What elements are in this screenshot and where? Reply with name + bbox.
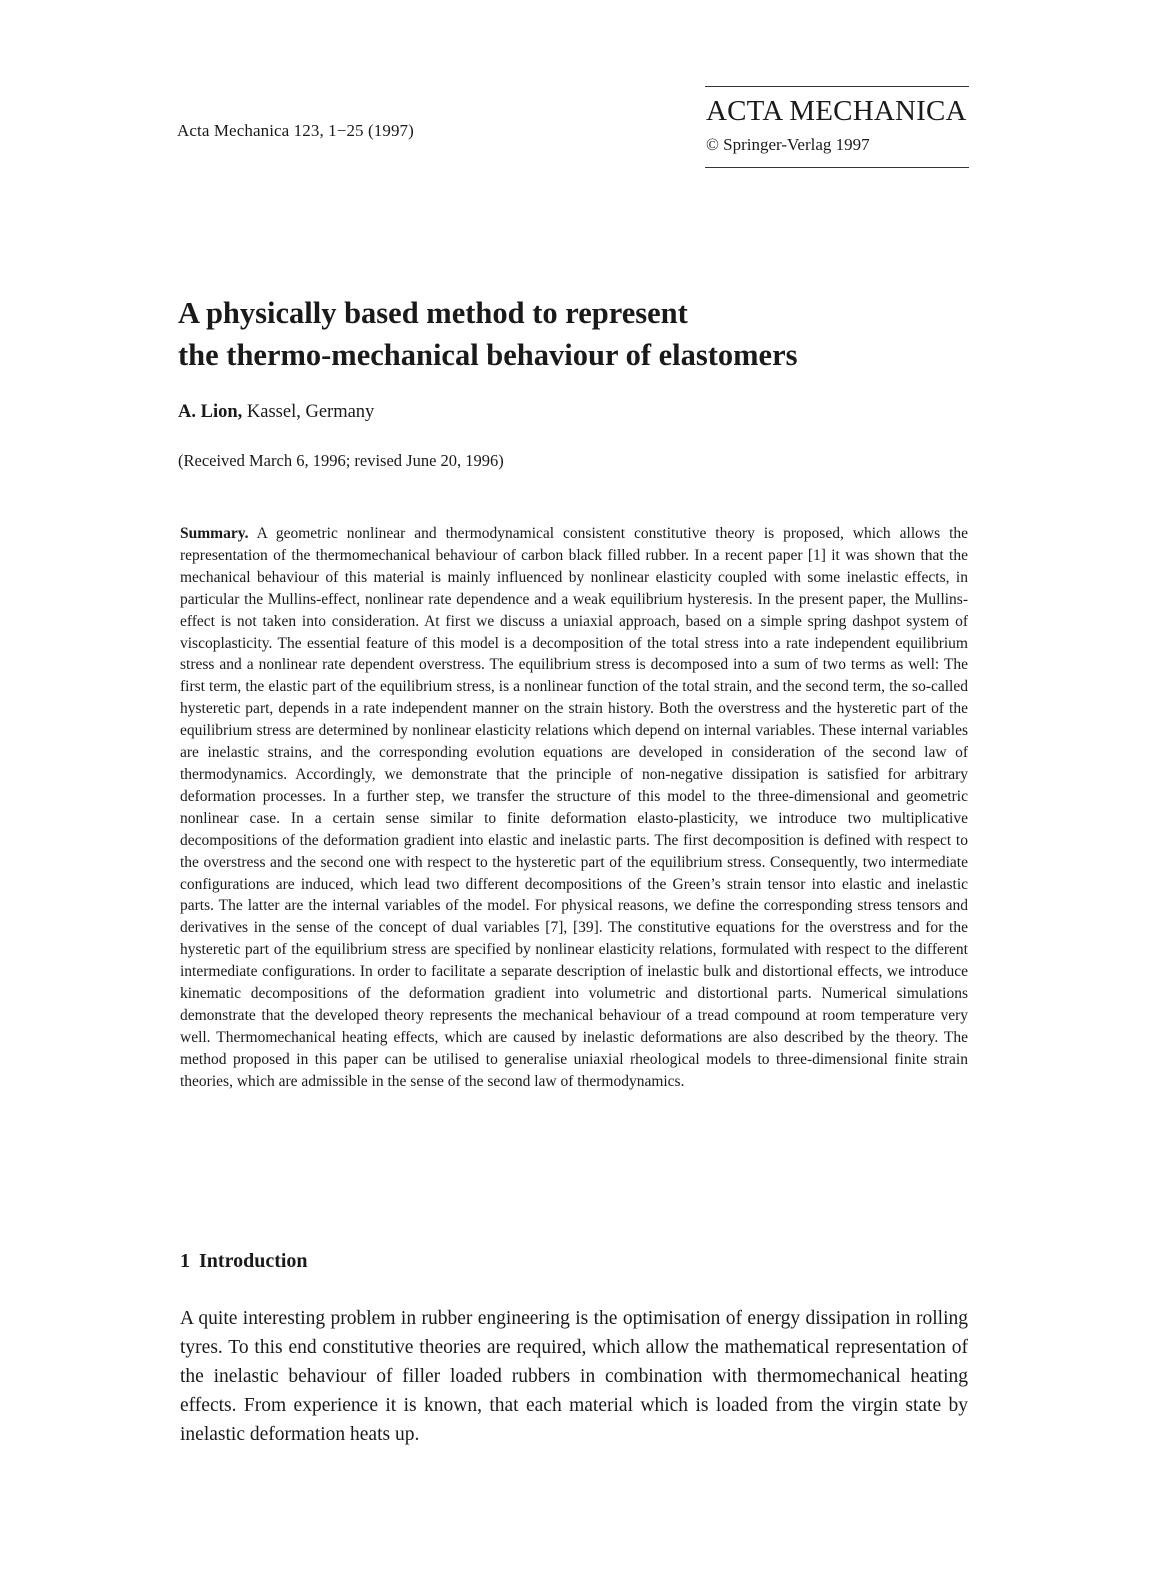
article-title-line-2: the thermo-mechanical behaviour of elastomers [178, 338, 798, 372]
article-title [178, 292, 968, 376]
section-heading-introduction [180, 1250, 308, 1273]
author-name: A. Lion, [178, 402, 243, 422]
section-title: Introduction [199, 1250, 308, 1272]
received-dates: (Received March 6, 1996; revised June 20, 1996) [178, 451, 504, 470]
section-number: 1 [180, 1250, 190, 1272]
summary-text: A geometric nonlinear and thermodynamical consistent constitutive theory is proposed, which allows the representation of the thermomechanical behaviour of carbon black filled rubber. In a recent paper [1] it was shown that the mechanical behaviour of this material is mainly influenced by nonlinear elasticity coupled with some inelastic effects, in particular the Mullins-effect, nonlinear rate dependence and a weak equilibrium hysteresis. In the present paper, the Mullins-effect is not taken into consideration. At first we discuss a uniaxial approach, based on a simple spring dashpot system of viscoplasticity. The essential feature of this model is a decomposition of the total stress into a rate independent equilibrium stress and a nonlinear rate dependent overstress. The equilibrium stress is decomposed into a sum of two terms as well: The first term, the elastic part of the equilibrium stress, is a nonlinear function of the total strain, and the second term, the so-called hysteretic part, depends in a rate independent manner on the strain history. Both the overstress and the hysteretic part of the equilibrium stress are determined by nonlinear elasticity relations which depend on internal variables. These internal variables are inelastic strains, and the corresponding evolution equations are developed in consideration of the second law of thermodynamics. Accordingly, we demonstrate that the principle of non-negative dissipation is satisfied for arbitrary deformation processes. In a further step, we transfer the structure of this model to the three-dimensional and geometric nonlinear case. In a certain sense similar to finite deformation elasto-plasticity, we introduce two multiplicative decompositions of the deformation gradient into elastic and inelastic parts. The first decomposition is defined with respect to the overstress and the second one with respect to the hysteretic part of the equilibrium stress. Consequently, two intermediate configurations are induced, which lead two different decompositions of the Green’s strain tensor into elastic and inelastic parts. The latter are the internal variables of the model. For physical reasons, we define the corresponding stress tensors and derivatives in the sense of the concept of dual variables [7], [39]. The constitutive equations for the overstress and for the hysteretic part of the equilibrium stress are specified by nonlinear elasticity relations, formulated with respect to the different intermediate configurations. In order to facilitate a separate description of inelastic bulk and distortional effects, we introduce kinematic decompositions of the deformation gradient into volumetric and distortional parts. Numerical simulations demonstrate that the developed theory represents the mechanical behaviour of a tread compound at room temperature very well. Thermomechanical heating effects, which are caused by inelastic deformations are also described by the theory. The method proposed in this paper can be utilised to generalise uniaxial rheological models to three-dimensional finite strain theories, which are admissible in the sense of the second law of thermodynamics. [180, 525, 968, 1090]
summary-label: Summary. [180, 525, 249, 542]
author-line [178, 402, 374, 423]
summary-paragraph [180, 523, 968, 1093]
journal-citation: Acta Mechanica 123, 1−25 (1997) [177, 121, 414, 140]
introduction-paragraph: A quite interesting problem in rubber engineering is the optimisation of energy dissipation in rolling tyres. To this end constitutive theories are required, which allow the mathematical representation of the inelastic behaviour of filler loaded rubbers in combination with thermomechanical heating effects. From experience it is known, that each material which is loaded from the virgin state by inelastic deformation heats up. [180, 1308, 968, 1445]
publisher-copyright: © Springer-Verlag 1997 [706, 135, 870, 154]
author-affiliation: Kassel, Germany [242, 402, 375, 422]
journal-masthead [705, 86, 969, 168]
journal-name: ACTA MECHANICA [706, 95, 967, 127]
article-title-line-1: A physically based method to represent [178, 296, 688, 330]
